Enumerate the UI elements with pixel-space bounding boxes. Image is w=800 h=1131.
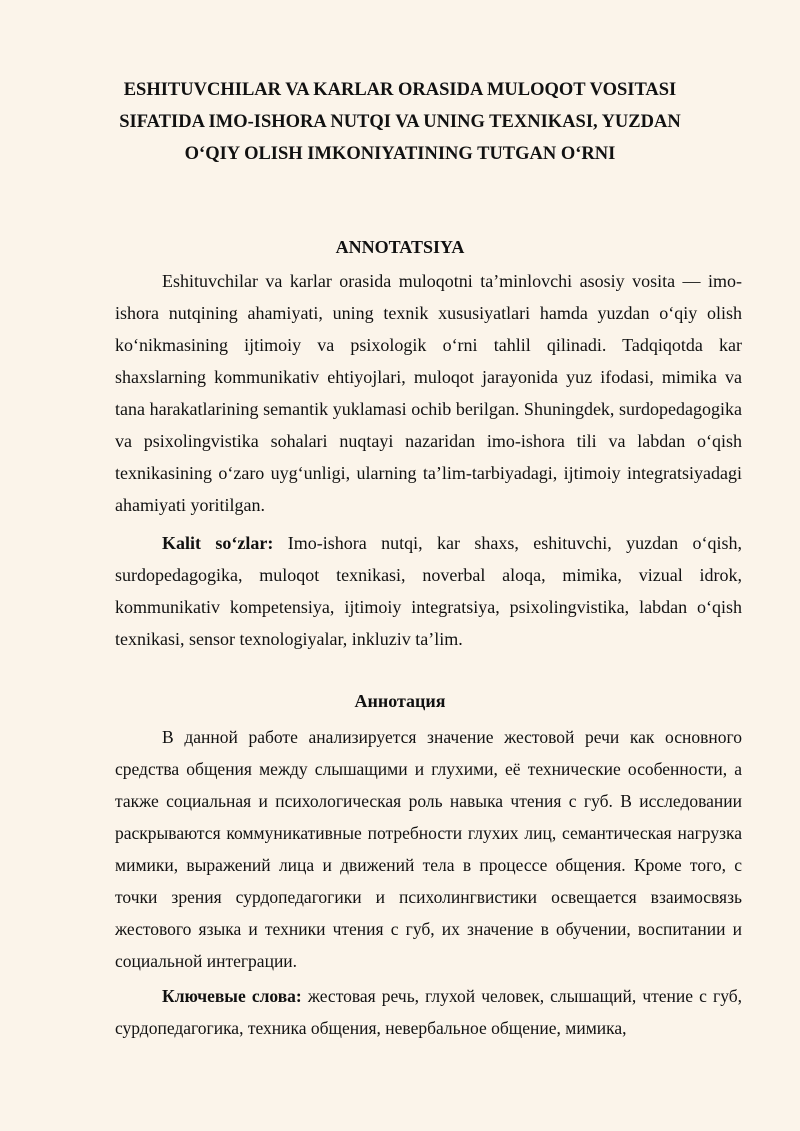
- ru-keywords: [115, 980, 742, 1044]
- ru-keywords-label: Ключевые слова:: [162, 986, 302, 1006]
- uz-abstract-text: Eshituvchilar va karlar orasida muloqotni ta’minlovchi asosiy vosita — imo-ishora nutqining ahamiyati, uning texnik xususiyatlari hamda yuzdan o‘qiy olish ko‘nikmasining ijtimoiy va psixologik o‘rni tahlil qilinadi. Tadqiqotda kar shaxslarning kommunikativ ehtiyojlari, muloqot jarayonida yuz ifodasi, mimika va tana harakatlarining semantik yuklamasi ochib berilgan. Shuningdek, surdopedagogika va psixolingvistika sohalari nuqtayi nazaridan imo-ishora tili va labdan o‘qish texnikasining o‘zaro uyg‘unligi, ularning ta’lim-tarbiyadagi, ijtimoiy integratsiyadagi ahamiyati yoritilgan.: [115, 271, 742, 515]
- document-title: [100, 74, 700, 170]
- title-line-1: ESHITUVCHILAR VA KARLAR ORASIDA MULOQOT VOSITASI: [123, 80, 677, 100]
- uz-keywords-text: Imo-ishora nutqi, kar shaxs, eshituvchi, yuzdan o‘qish, surdopedagogika, muloqot texnikasi, noverbal aloqa, mimika, vizual idrok, kommunikativ kompetensiya, ijtimoiy integratsiya, psixolingvistika, labdan o‘qish texnikasi, sensor texnologiyalar, inkluziv ta’lim.: [115, 533, 742, 649]
- uz-abstract-heading: ANNOTATSIYA: [335, 237, 465, 257]
- uz-keywords-label: Kalit so‘zlar:: [162, 533, 274, 553]
- ru-abstract-heading: Аннотация: [354, 691, 446, 711]
- title-line-3: O‘QIY OLISH IMKONIYATINING TUTGAN O‘RNI: [184, 144, 616, 164]
- uz-keywords: [115, 527, 742, 655]
- ru-keywords-text: жестовая речь, глухой человек, слышащий, чтение с губ, сурдопедагогика, техника общения, невербальное общение, мимика,: [115, 986, 742, 1038]
- title-line-2: SIFATIDA IMO-ISHORA NUTQI VA UNING TEXNIKASI, YUZDAN: [119, 112, 681, 132]
- ru-abstract-text: В данной работе анализируется значение жестовой речи как основного средства общения между слышащими и глухими, её технические особенности, а также социальная и психологическая роль навыка чтения с губ. В исследовании раскрываются коммуникативные потребности глухих лиц, семантическая нагрузка мимики, выражений лица и движений тела в процессе общения. Кроме того, с точки зрения сурдопедагогики и психолингвистики освещается взаимосвязь жестового языка и техники чтения с губ, их значение в обучении, воспитании и социальной интеграции.: [115, 727, 742, 971]
